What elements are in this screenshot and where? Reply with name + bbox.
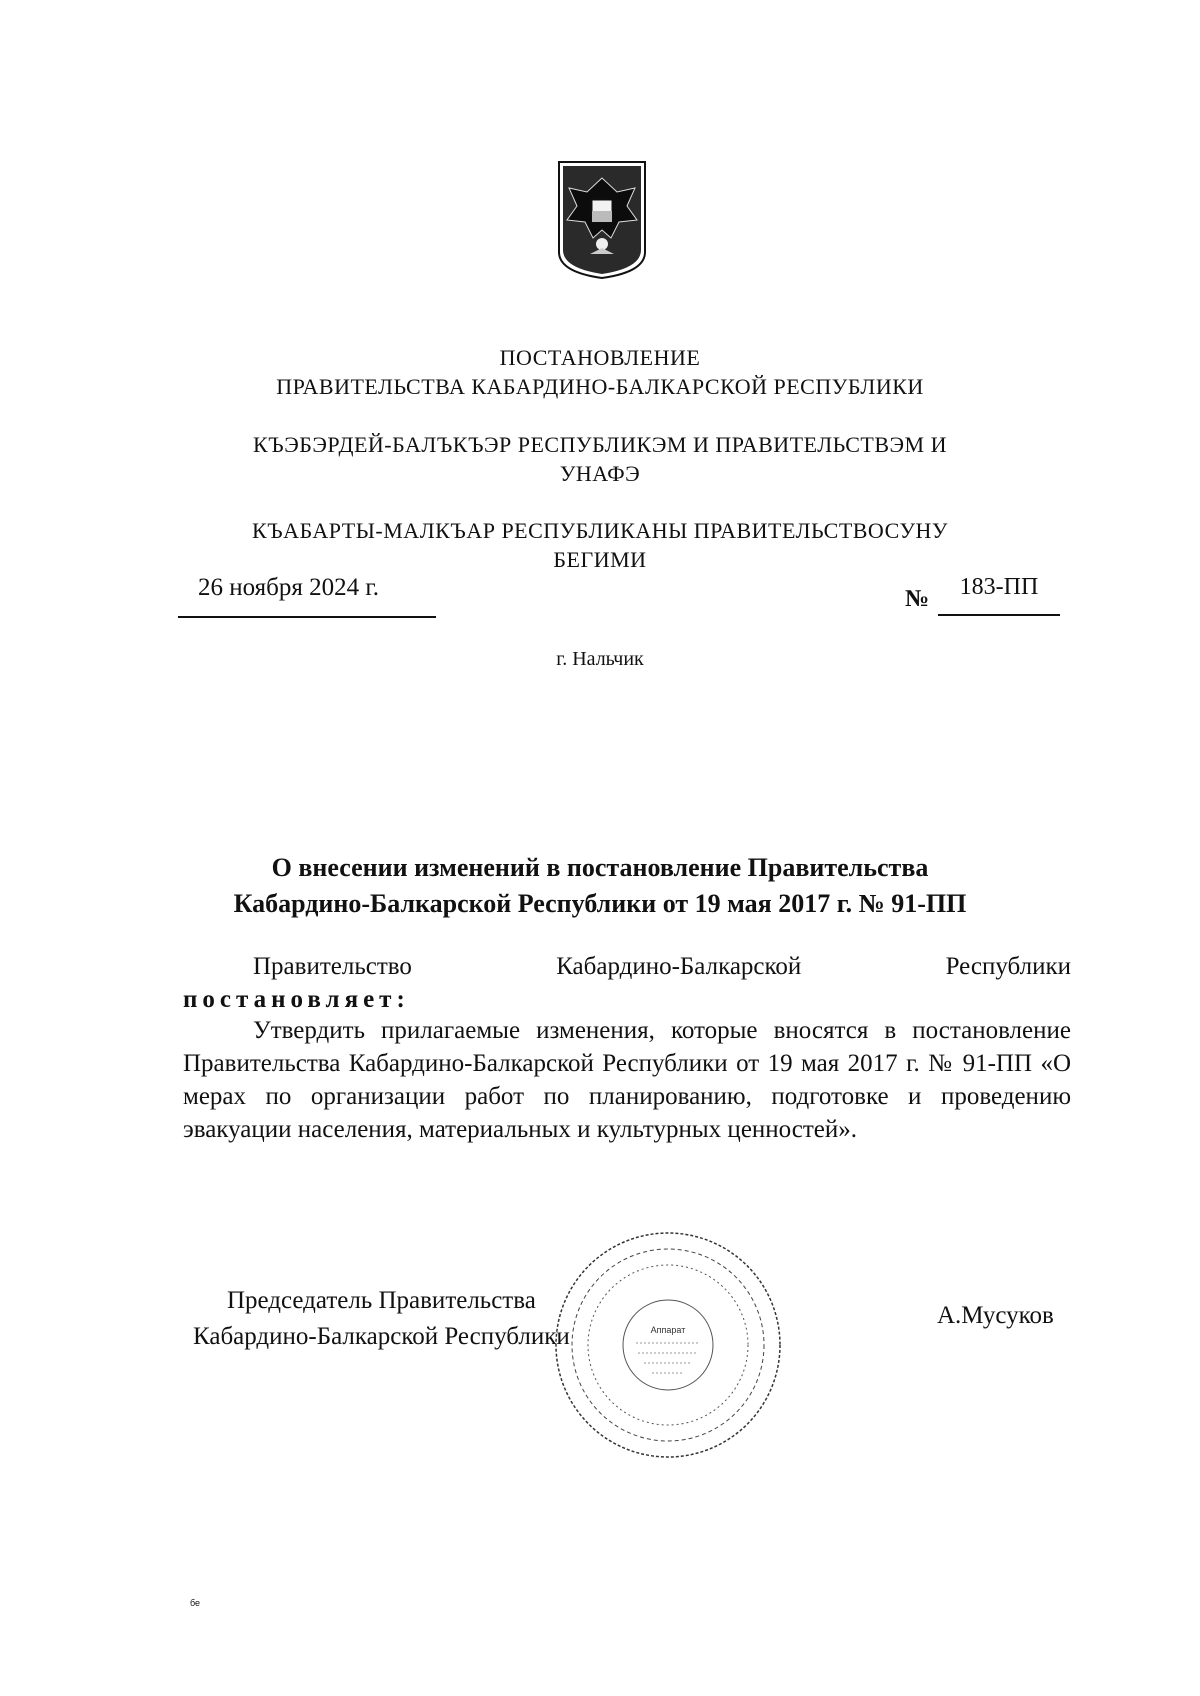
heading-ru-line2: ПРАВИТЕЛЬСТВА КАБАРДИНО-БАЛКАРСКОЙ РЕСПУБЛИКИ — [276, 374, 924, 399]
body-paragraph: Утвердить прилагаемые изменения, которые вносятся в постановление Правительства Кабардино-Балкарской Республики от 19 мая 2017 г. № 91-ПП «О мерах по организации работ по планированию, подготовке и проведению эвакуации населения, материальных и культурных ценностей». — [183, 1017, 1071, 1143]
official-stamp — [548, 1225, 788, 1465]
heading-kbd-line1: КЪЭБЭРДЕЙ-БАЛЪКЪЭР РЕСПУБЛИКЭМ И ПРАВИТЕЛЬСТВЭМ И — [252, 432, 947, 457]
signer-title-line1: Председатель Правительства — [226, 1287, 536, 1314]
stamp-center-text: Аппарат — [650, 1325, 686, 1335]
preamble-word-government: Правительство — [253, 953, 412, 980]
preamble-word-republic: Республики — [945, 953, 1071, 980]
signer-name: А.Мусуков — [937, 1302, 1054, 1329]
city-name: г. Нальчик — [556, 648, 644, 670]
heading-krc-line2: БЕГИМИ — [553, 547, 647, 572]
title-line2: Кабардино-Балкарской Республики от 19 мая 2017 г. № 91-ПП — [233, 889, 967, 918]
heading-kabardian — [150, 430, 1050, 488]
resolves-word: постановляет: — [183, 986, 410, 1013]
preamble — [183, 950, 1071, 1016]
document-number-field — [905, 574, 1060, 616]
preamble-word-kbr: Кабардино-Балкарской — [556, 953, 802, 980]
heading-russian — [150, 343, 1050, 401]
heading-balkar — [150, 516, 1050, 574]
signer-title-line2: Кабардино-Балкарской Республики — [193, 1323, 570, 1350]
document-date: 26 ноября 2024 г. — [198, 574, 380, 601]
heading-krc-line1: КЪАБАРТЫ-МАЛКЪАР РЕСПУБЛИКАНЫ ПРАВИТЕЛЬСТВОСУНУ — [251, 518, 949, 543]
title-line1: О внесении изменений в постановление Правительства — [271, 853, 929, 882]
heading-ru-line1: ПОСТАНОВЛЕНИЕ — [499, 345, 701, 370]
document-title — [150, 850, 1050, 922]
heading-kbd-line2: УНАФЭ — [559, 461, 641, 486]
coat-of-arms-icon — [557, 160, 647, 280]
document-date-field — [178, 574, 436, 618]
footer-mark: бе — [190, 1598, 201, 1608]
document-number: 183-ПП — [938, 574, 1060, 616]
signer-title — [193, 1283, 570, 1355]
number-sign: № — [905, 586, 930, 612]
